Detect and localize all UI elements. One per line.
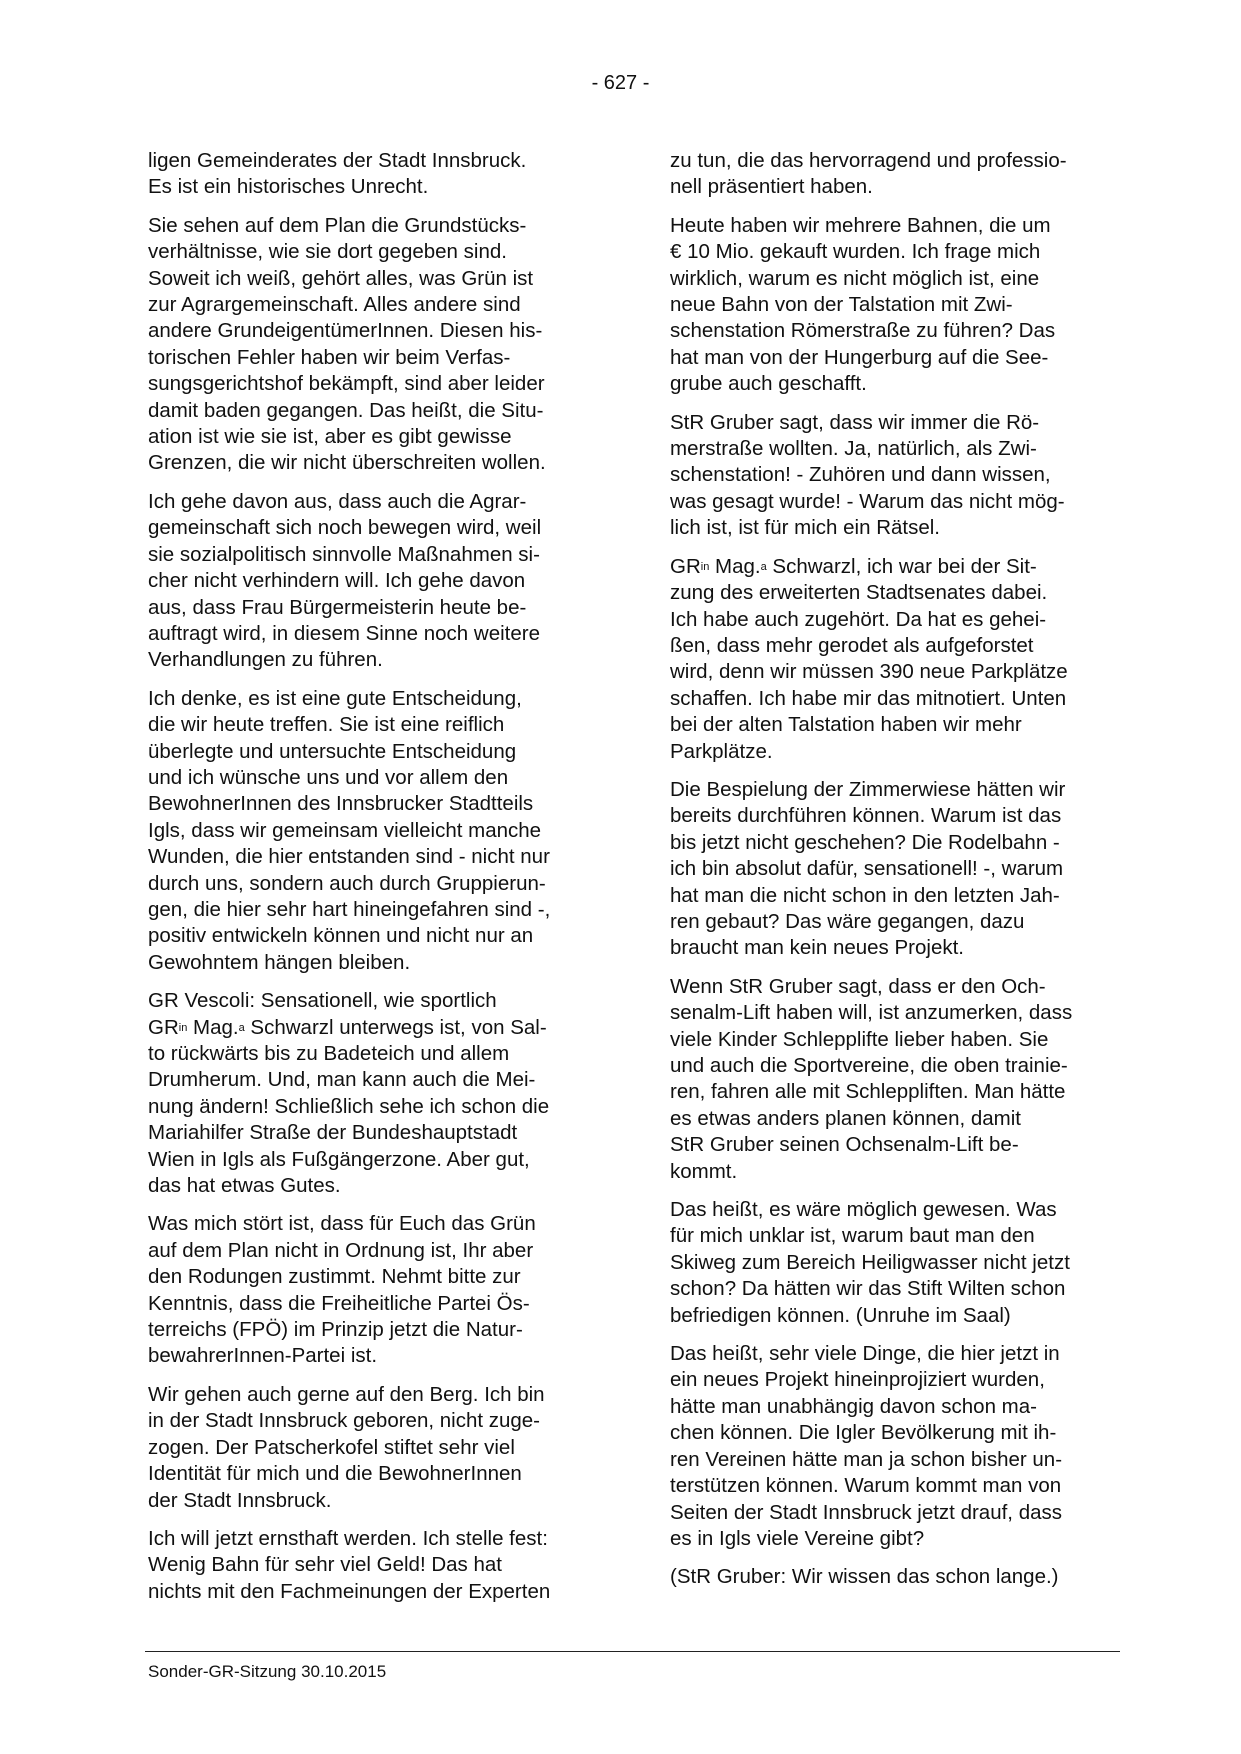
paragraph-text: Schwarzl unterwegs ist, von Sal- to rückwärts bis zu Badeteich und allem Drumherum. Und, man kann auch die Mei- nung ändern! Schließlich sehe ich schon die Mariahilfer Straße der Bundeshauptstadt Wien in Igls als Fußgängerzone. Aber gut, das hat etwas Gutes. bbox=[148, 1015, 550, 1198]
paragraph: Ich denke, es ist eine gute Entscheidung, die wir heute treffen. Sie ist eine reiflich überlegte und untersuchte Entscheidung und ich wünsche uns und vor allem den BewohnerInnen des Innsbrucker Stadtteils Igls, dass wir gemeinsam vielleicht manche Wunden, die hier entstanden sind - nicht nur durch uns, sondern auch durch Gruppierun- gen, die hier sehr hart hineingefahren sind -, positiv entwickeln können und nicht nur an Gewohntem hängen bleiben. bbox=[148, 686, 551, 974]
title-mag-superscript: a bbox=[238, 1021, 245, 1034]
paragraph: Was mich stört ist, dass für Euch das Grün auf dem Plan nicht in Ordnung ist, Ihr aber den Rodungen zustimmt. Nehmt bitte zur Kenntnis, dass die Freiheitliche Partei Ös- terreichs (FPÖ) im Prinzip jetzt die Natur- bewahrerInnen-Partei ist. bbox=[148, 1212, 536, 1368]
title-mag: Mag. bbox=[709, 554, 761, 578]
paragraph: Wir gehen auch gerne auf den Berg. Ich bin in der Stadt Innsbruck geboren, nicht zuge- zogen. Der Patscherkofel stiftet sehr viel Identität für mich und die BewohnerInnen der Stadt Innsbruck. bbox=[148, 1382, 545, 1512]
title-gr-superscript: in bbox=[178, 1021, 188, 1034]
paragraph: Das heißt, sehr viele Dinge, die hier jetzt in ein neues Projekt hineinprojiziert wurden, hätte man unabhängig davon schon ma- chen können. Die Igler Bevölkerung mit ih- ren Vereinen hätte man ja schon bisher un- terstützen können. Warum kommt man von Seiten der Stadt Innsbruck jetzt drauf, dass es in Igls viele Vereine gibt? bbox=[670, 1342, 1063, 1550]
paragraph: Heute haben wir mehrere Bahnen, die um € 10 Mio. gekauft wurden. Ich frage mich wirklich, warum es nicht möglich ist, eine neue Bahn von der Talstation mit Zwi- schenstation Römerstraße zu führen? Das hat man von der Hungerburg auf die See- grube auch geschafft. bbox=[670, 213, 1056, 396]
paragraph: zu tun, die das hervorragend und professio- nell präsentiert haben. bbox=[670, 149, 1067, 199]
paragraph: ligen Gemeinderates der Stadt Innsbruck. Es ist ein historisches Unrecht. bbox=[148, 149, 527, 199]
speech-intro: GR Vescoli: Sensationell, wie sportlich bbox=[148, 989, 497, 1013]
title-gr-superscript: in bbox=[700, 560, 710, 573]
paragraph bbox=[670, 554, 1125, 765]
paragraph: Wenn StR Gruber sagt, dass er den Och- senalm-Lift haben will, ist anzumerken, dass viele Kinder Schlepplifte lieber haben. Sie und auch die Sportvereine, die oben trainie- ren, fahren alle mit Schleppliften. Man hätte es etwas anders planen können, damit StR Gruber seinen Ochsenalm-Lift be- kommt. bbox=[670, 974, 1073, 1183]
right-column bbox=[670, 148, 1125, 1603]
footer-divider bbox=[145, 1651, 1120, 1652]
paragraph-text: Schwarzl, ich war bei der Sit- zung des erweiterten Stadtsenates dabei. Ich habe auch zugehört. Da hat es gehei- ßen, dass mehr gerodet als aufgeforstet wird, denn wir müssen 390 neue Parkplätze schaffen. Ich habe mir das mitnotiert. Unten bei der alten Talstation haben wir mehr Parkplätze. bbox=[670, 554, 1068, 763]
paragraph: Die Bespielung der Zimmerwiese hätten wir bereits durchführen können. Warum ist das bis jetzt nicht geschehen? Die Rodelbahn - ich bin absolut dafür, sensationell! -, warum hat man die nicht schon in den letzten Jah- ren gebaut? Das wäre gegangen, dazu braucht man kein neues Projekt. bbox=[670, 777, 1066, 960]
paragraph: Sie sehen auf dem Plan die Grundstücks- verhältnisse, wie sie dort gegeben sind. Soweit ich weiß, gehört alles, was Grün ist zur Agrargemeinschaft. Alles andere sind andere GrundeigentümerInnen. Diesen his- torischen Fehler haben wir beim Verfas- sungsgerichtshof bekämpft, sind aber leider damit baden gegangen. Das heißt, die Situ- ation ist wie sie ist, aber es gibt gewisse Grenzen, die wir nicht überschreiten wollen. bbox=[148, 213, 546, 475]
footer-text: Sonder-GR-Sitzung 30.10.2015 bbox=[148, 1662, 387, 1681]
paragraph: StR Gruber sagt, dass wir immer die Rö- merstraße wollten. Ja, natürlich, als Zwi- schenstation! - Zuhören und dann wissen, was gesagt wurde! - Warum das nicht mög- lich ist, ist für mich ein Rätsel. bbox=[670, 410, 1065, 540]
paragraph: Das heißt, es wäre möglich gewesen. Was für mich unklar ist, warum baut man den Skiweg zum Bereich Heiligwasser nicht jetzt schon? Da hätten wir das Stift Wilten schon befriedigen können. (Unruhe im Saal) bbox=[670, 1198, 1070, 1327]
page-number: - 627 - bbox=[591, 72, 650, 94]
paragraph bbox=[148, 988, 603, 1199]
title-mag: Mag. bbox=[187, 1015, 239, 1039]
left-column bbox=[148, 148, 603, 1617]
title-gr: GR bbox=[148, 1015, 179, 1039]
paragraph: Ich gehe davon aus, dass auch die Agrar- gemeinschaft sich noch bewegen wird, weil sie sozialpolitisch sinnvolle Maßnahmen si- cher nicht verhindern will. Ich gehe davon aus, dass Frau Bürgermeisterin heute be- auftragt wird, in diesem Sinne noch weitere Verhandlungen zu führen. bbox=[148, 489, 542, 672]
title-mag-superscript: a bbox=[760, 560, 767, 573]
paragraph: (StR Gruber: Wir wissen das schon lange.) bbox=[670, 1565, 1059, 1589]
paragraph: Ich will jetzt ernsthaft werden. Ich stelle fest: Wenig Bahn für sehr viel Geld! Das hat nichts mit den Fachmeinungen der Experten bbox=[148, 1526, 551, 1603]
title-gr: GR bbox=[670, 554, 701, 578]
